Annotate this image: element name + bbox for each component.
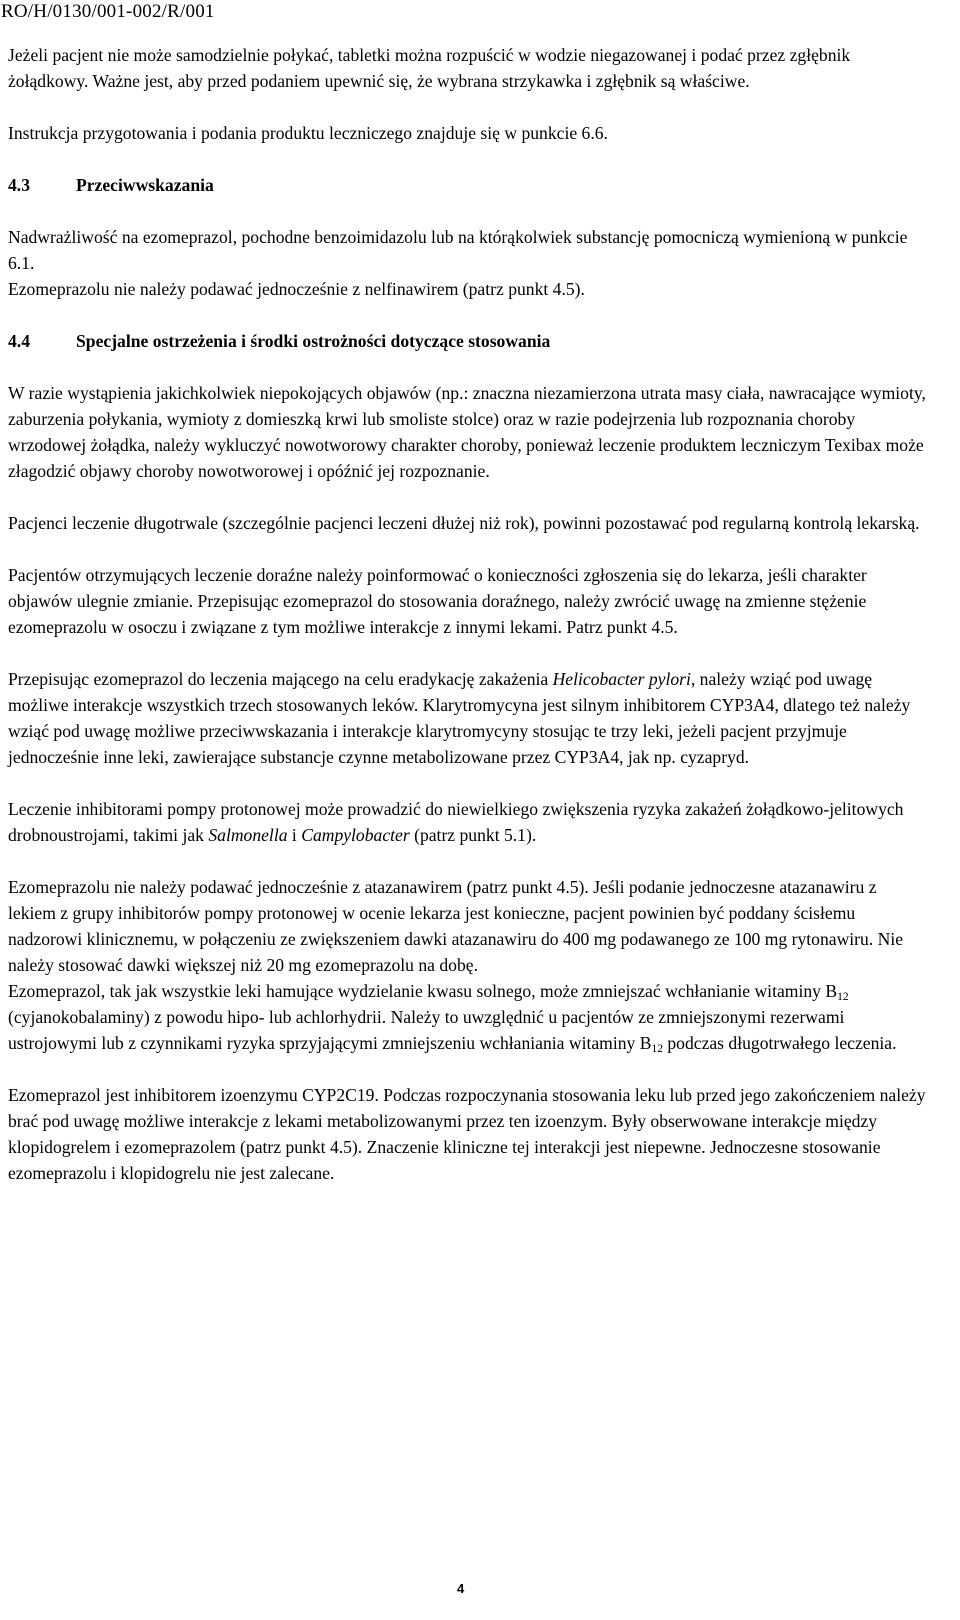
organism-name: Salmonella bbox=[208, 825, 288, 845]
paragraph-nelfinavir: Ezomeprazolu nie należy podawać jednocześnie z nelfinawirem (patrz punkt 4.5). bbox=[8, 279, 585, 299]
section-title: Przeciwwskazania bbox=[76, 175, 214, 195]
paragraph-cyp2c19: Ezomeprazol jest inhibitorem izoenzymu CYP2C19. Podczas rozpoczynania stosowania leku lub przed jego zakończeniem należy brać pod uwagę możliwe interakcje z lekami metabolizowanymi przez ten izoenzym. Były obserwowane interakcje między klopidogrelem i ezomeprazolem (patrz punkt 4.5). Znaczenie kliniczne tej interakcji jest niepewne. Jednoczesne stosowanie ezomeprazolu i klopidogrelu nie jest zalecane. bbox=[8, 1085, 926, 1183]
page-number: 4 bbox=[457, 1581, 465, 1596]
section-number: 4.3 bbox=[8, 175, 30, 195]
section-heading-4-3 bbox=[8, 172, 928, 198]
document-body bbox=[8, 42, 928, 1212]
paragraph-vitamin-b12: Ezomeprazol, tak jak wszystkie leki hamujące wydzielanie kwasu solnego, może zmniejszać wchłanianie witaminy $B_{12}$ (cyjanokobalaminy) z powodu hipo- lub achlorhydrii. Należy to uwzględnić u pacjentów ze zmniejszonymi rezerwami ustrojowymi lub z czynnikami ryzyka sprzyjającymi zmniejszeniu wchłaniania witaminy $B_{12}$ podczas długotrwałego leczenia. bbox=[8, 981, 897, 1055]
paragraph-hypersensitivity: Nadwrażliwość na ezomeprazol, pochodne benzoimidazolu lub na którąkolwiek substancję pomocniczą wymienioną w punkcie 6.1. bbox=[8, 227, 908, 273]
section-title: Specjalne ostrzeżenia i środki ostrożności dotyczące stosowania bbox=[76, 331, 551, 351]
section-heading-4-4 bbox=[8, 328, 928, 354]
paragraph-atazanavir: Ezomeprazolu nie należy podawać jednocześnie z atazanawirem (patrz punkt 4.5). Jeśli podanie jednoczesne atazanawiru z lekiem z grupy inhibitorów pompy protonowej w ocenie lekarza jest konieczne, pacjent powinien być poddany ścisłemu nadzorowi klinicznemu, w połączeniu ze zwiększeniem dawki atazanawiru do 400 mg podawanego ze 100 mg rytonawiru. Nie należy stosować dawki większej niż 20 mg ezomeprazolu na dobę. bbox=[8, 877, 904, 975]
section-number: 4.4 bbox=[8, 331, 30, 351]
paragraph-on-demand-treatment: Pacjentów otrzymujących leczenie doraźne należy poinformować o konieczności zgłoszenia się do lekarza, jeśli charakter objawów ulegnie zmianie. Przepisując ezomeprazol do stosowania doraźnego, należy zwrócić uwagę na zmienne stężenie ezomeprazolu w osoczu i związane z tym możliwe interakcje z innymi lekami. Patrz punkt 4.5. bbox=[8, 565, 867, 637]
paragraph-long-term-treatment: Pacjenci leczenie długotrwale (szczególnie pacjenci leczeni dłużej niż rok), powinni pozostawać pod regularną kontrolą lekarską. bbox=[8, 513, 920, 533]
organism-name: Campylobacter bbox=[301, 825, 410, 845]
document-id: RO/H/0130/001-002/R/001 bbox=[1, 1, 215, 22]
paragraph-helicobacter-eradication: Przepisując ezomeprazol do leczenia mającego na celu eradykację zakażenia Helicobacter pylori, należy wziąć pod uwagę możliwe interakcje wszystkich trzech stosowanych leków. Klarytromycyna jest silnym inhibitorem CYP3A4, dlatego też należy wziąć pod uwagę możliwe przeciwwskazania i interakcje klarytromycyny stosując te trzy leki, jeżeli pacjent przyjmuje jednocześnie inne leki, zawierające substancje czynne metabolizowane przez CYP3A4, jak np. cyzapryd. bbox=[8, 669, 911, 767]
paragraph-tube-administration: Jeżeli pacjent nie może samodzielnie połykać, tabletki można rozpuścić w wodzie niegazowanej i podać przez zgłębnik żołądkowy. Ważne jest, aby przed podaniem upewnić się, że wybrana strzykawka i zgłębnik są właściwe. bbox=[8, 45, 851, 91]
paragraph-alarm-symptoms: W razie wystąpienia jakichkolwiek niepokojących objawów (np.: znaczna niezamierzona utrata masy ciała, nawracające wymioty, zaburzenia połykania, wymioty z domieszką krwi lub smoliste stolce) oraz w razie podejrzenia lub rozpoznania choroby wrzodowej żołądka, należy wykluczyć nowotworowy charakter choroby, ponieważ leczenie produktem leczniczym Texibax może złagodzić objawy choroby nowotworowej i opóźnić jej rozpoznanie. bbox=[8, 383, 926, 481]
organism-name: Helicobacter pylori bbox=[552, 669, 691, 689]
paragraph-instructions-reference: Instrukcja przygotowania i podania produktu leczniczego znajduje się w punkcie 6.6. bbox=[8, 123, 608, 143]
paragraph-gi-infections: Leczenie inhibitorami pompy protonowej może prowadzić do niewielkiego zwiększenia ryzyka zakażeń żołądkowo-jelitowych drobnoustrojami, takimi jak Salmonella i Campylobacter (patrz punkt 5.1). bbox=[8, 799, 904, 845]
